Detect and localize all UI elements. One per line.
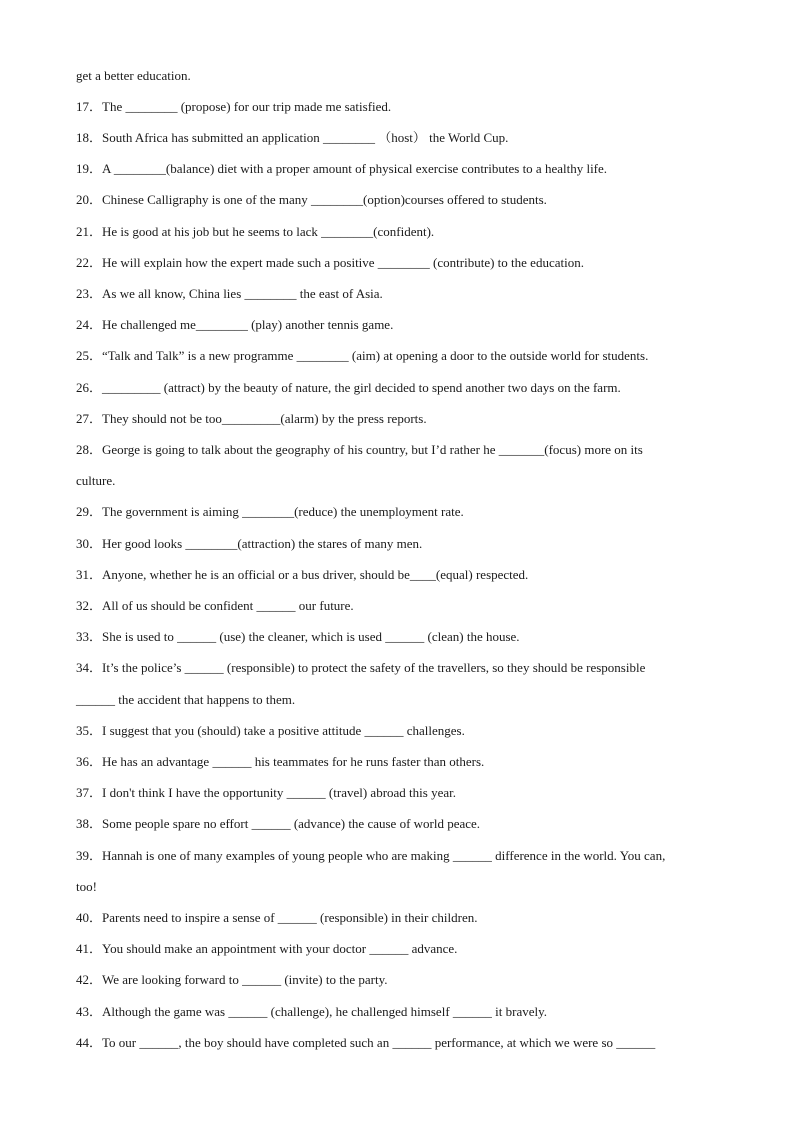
- question-29: 29．The government is aiming ________(reduce) the unemployment rate.: [76, 504, 464, 519]
- question-17: 17．The ________ (propose) for our trip made me satisfied.: [76, 99, 392, 114]
- question-40: 40．Parents need to inspire a sense of ______ (responsible) in their children.: [76, 910, 478, 925]
- question-24: 24．He challenged me________ (play) another tennis game.: [76, 317, 394, 332]
- question-19: 19．A ________(balance) diet with a proper amount of physical exercise contributes to a healthy life.: [76, 161, 608, 176]
- question-23: 23．As we all know, China lies ________ the east of Asia.: [76, 286, 383, 301]
- question-39: 39．Hannah is one of many examples of young people who are making ______ difference in the world. You can,: [76, 848, 666, 863]
- question-27: 27．They should not be too_________(alarm) by the press reports.: [76, 411, 427, 426]
- question-44: 44．To our ______, the boy should have completed such an ______ performance, at which we were so ______: [76, 1035, 656, 1050]
- question-32: 32．All of us should be confident ______ our future.: [76, 598, 354, 613]
- question-42: 42．We are looking forward to ______ (invite) to the party.: [76, 972, 388, 987]
- question-36: 36．He has an advantage ______ his teammates for he runs faster than others.: [76, 754, 485, 769]
- question-26: 26．_________ (attract) by the beauty of nature, the girl decided to spend another two days on the farm.: [76, 380, 621, 395]
- question-22: 22．He will explain how the expert made such a positive ________ (contribute) to the education.: [76, 255, 584, 270]
- question-35: 35．I suggest that you (should) take a positive attitude ______ challenges.: [76, 723, 465, 738]
- question-37: 37．I don't think I have the opportunity ______ (travel) abroad this year.: [76, 785, 456, 800]
- question-28-continued: culture.: [76, 473, 116, 488]
- question-34: 34．It’s the police’s ______ (responsible) to protect the safety of the travellers, so they should be responsible: [76, 660, 646, 675]
- question-39-continued: too!: [76, 879, 97, 894]
- question-25: 25．“Talk and Talk” is a new programme ________ (aim) at opening a door to the outside world for students.: [76, 348, 649, 363]
- question-28: 28．George is going to talk about the geography of his country, but I’d rather he _______(focus) more on its: [76, 442, 643, 457]
- question-31: 31．Anyone, whether he is an official or a bus driver, should be____(equal) respected.: [76, 567, 529, 582]
- question-21: 21．He is good at his job but he seems to lack ________(confident).: [76, 224, 435, 239]
- question-18: 18．South Africa has submitted an application ________ （host） the World Cup.: [76, 130, 509, 145]
- question-30: 30．Her good looks ________(attraction) the stares of many men.: [76, 536, 423, 551]
- question-20: 20．Chinese Calligraphy is one of the many ________(option)courses offered to students.: [76, 192, 547, 207]
- question-41: 41．You should make an appointment with your doctor ______ advance.: [76, 941, 458, 956]
- question-38: 38．Some people spare no effort ______ (advance) the cause of world peace.: [76, 816, 481, 831]
- question-43: 43．Although the game was ______ (challenge), he challenged himself ______ it bravely.: [76, 1004, 548, 1019]
- question-34-continued: ______ the accident that happens to them.: [76, 692, 296, 707]
- question-33: 33．She is used to ______ (use) the cleaner, which is used ______ (clean) the house.: [76, 629, 520, 644]
- text-line: get a better education.: [76, 68, 191, 83]
